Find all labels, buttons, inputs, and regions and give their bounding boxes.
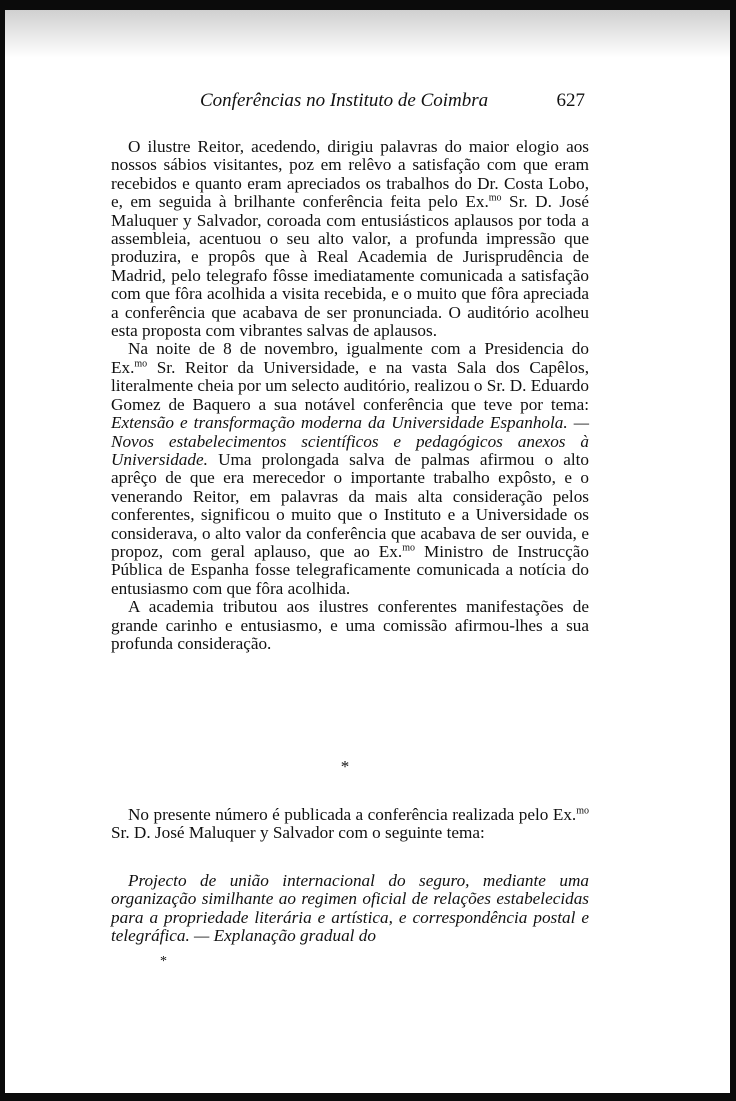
- paragraph-4-text-a: No presente número é publicada a conferência realizada pelo Ex.: [128, 805, 577, 824]
- superscript: mo: [576, 805, 589, 817]
- scan-shadow: [5, 10, 730, 58]
- section-separator: *: [340, 757, 350, 776]
- superscript: mo: [402, 542, 415, 554]
- page-number: 627: [556, 90, 585, 111]
- paragraph-2-text-a: Na noite de 8 de novembro, igualmente com a Presidencia do Ex.: [111, 339, 589, 377]
- superscript: mo: [134, 358, 148, 370]
- superscript: mo: [488, 192, 502, 204]
- paragraph-3: A academia tributou aos ilustres conferentes manifestações de grande carinho e entusiasmo, e uma comissão afirmou-lhes a sua profunda consideração.: [111, 597, 589, 653]
- paragraph-2-text-b: Sr. Reitor da Universidade, e na vasta Sala dos Capêlos, literalmente cheia por um selecto auditório, realizou o Sr. D. Eduardo Gomez de Baquero a sua notável conferência que teve por tema:: [111, 357, 589, 414]
- paragraph-2: [111, 340, 589, 598]
- paragraph-1: [111, 138, 589, 340]
- paragraph-4: [111, 806, 589, 843]
- paragraph-5-title: Projecto de união internacional do seguro, mediante uma organização similhante ao regimen oficial de relações estabelecidas para a propriedade literária e artística, e correspondência postal e telegráfica. — Explanação gradual do: [111, 871, 589, 946]
- running-header: [200, 90, 585, 116]
- body-text: [111, 138, 589, 653]
- paragraph-2-text-c: Uma prolongada salva de palmas afirmou o alto aprêço de que era merecedor o importante trabalho expôsto, e o venerando Reitor, em palavras da mais alta consideração pelos conferentes, significou o muito que o Instituto e a Universidade os considerava, o alto valor da conferência que acabava de ser ouvida, e propoz, com geral aplauso, que ao Ex.: [111, 449, 589, 561]
- header-title: Conferências no Instituto de Coimbra: [200, 90, 489, 111]
- footnote-mark: *: [160, 954, 167, 969]
- paragraph-1-text-b: Sr. D. José Maluquer y Salvador, coroada com entusiásticos aplausos por toda a assembleia, acentuou o seu alto valor, a profunda impressão que produzira, e propôs que à Real Academia de Jurisprudência de Madrid, pelo telegrafo fôsse imediatamente comunicada a satisfação com que fôra acolhida a visita recebida, e o muito que fôra apreciada a conferência que acabava de ser pronunciada. O auditório acolheu esta proposta com vibrantes salvas de aplausos.: [111, 192, 589, 341]
- paragraph-2-text-d: Ministro de Instrucção Pública de Espanha fosse telegraficamente comunicada a notícia do entusiasmo com que fôra acolhida.: [111, 541, 589, 598]
- paragraph-4-text-b: Sr. D. José Maluquer y Salvador com o seguinte tema:: [111, 823, 485, 843]
- paragraph-1-text-a: O ilustre Reitor, acedendo, dirigiu palavras do maior elogio aos nossos sábios visitantes, poz em relêvo a satisfação com que eram recebidos e quanto eram apreciados os trabalhos do Dr. Costa Lobo, e, em seguida à brilhante conferência feita pelo Ex.: [111, 137, 589, 212]
- lecture-theme: Extensão e transformação moderna da Universidade Espanhola. — Novos estabelecimentos scientíficos e pedagógicos anexos à Universidade.: [111, 413, 589, 469]
